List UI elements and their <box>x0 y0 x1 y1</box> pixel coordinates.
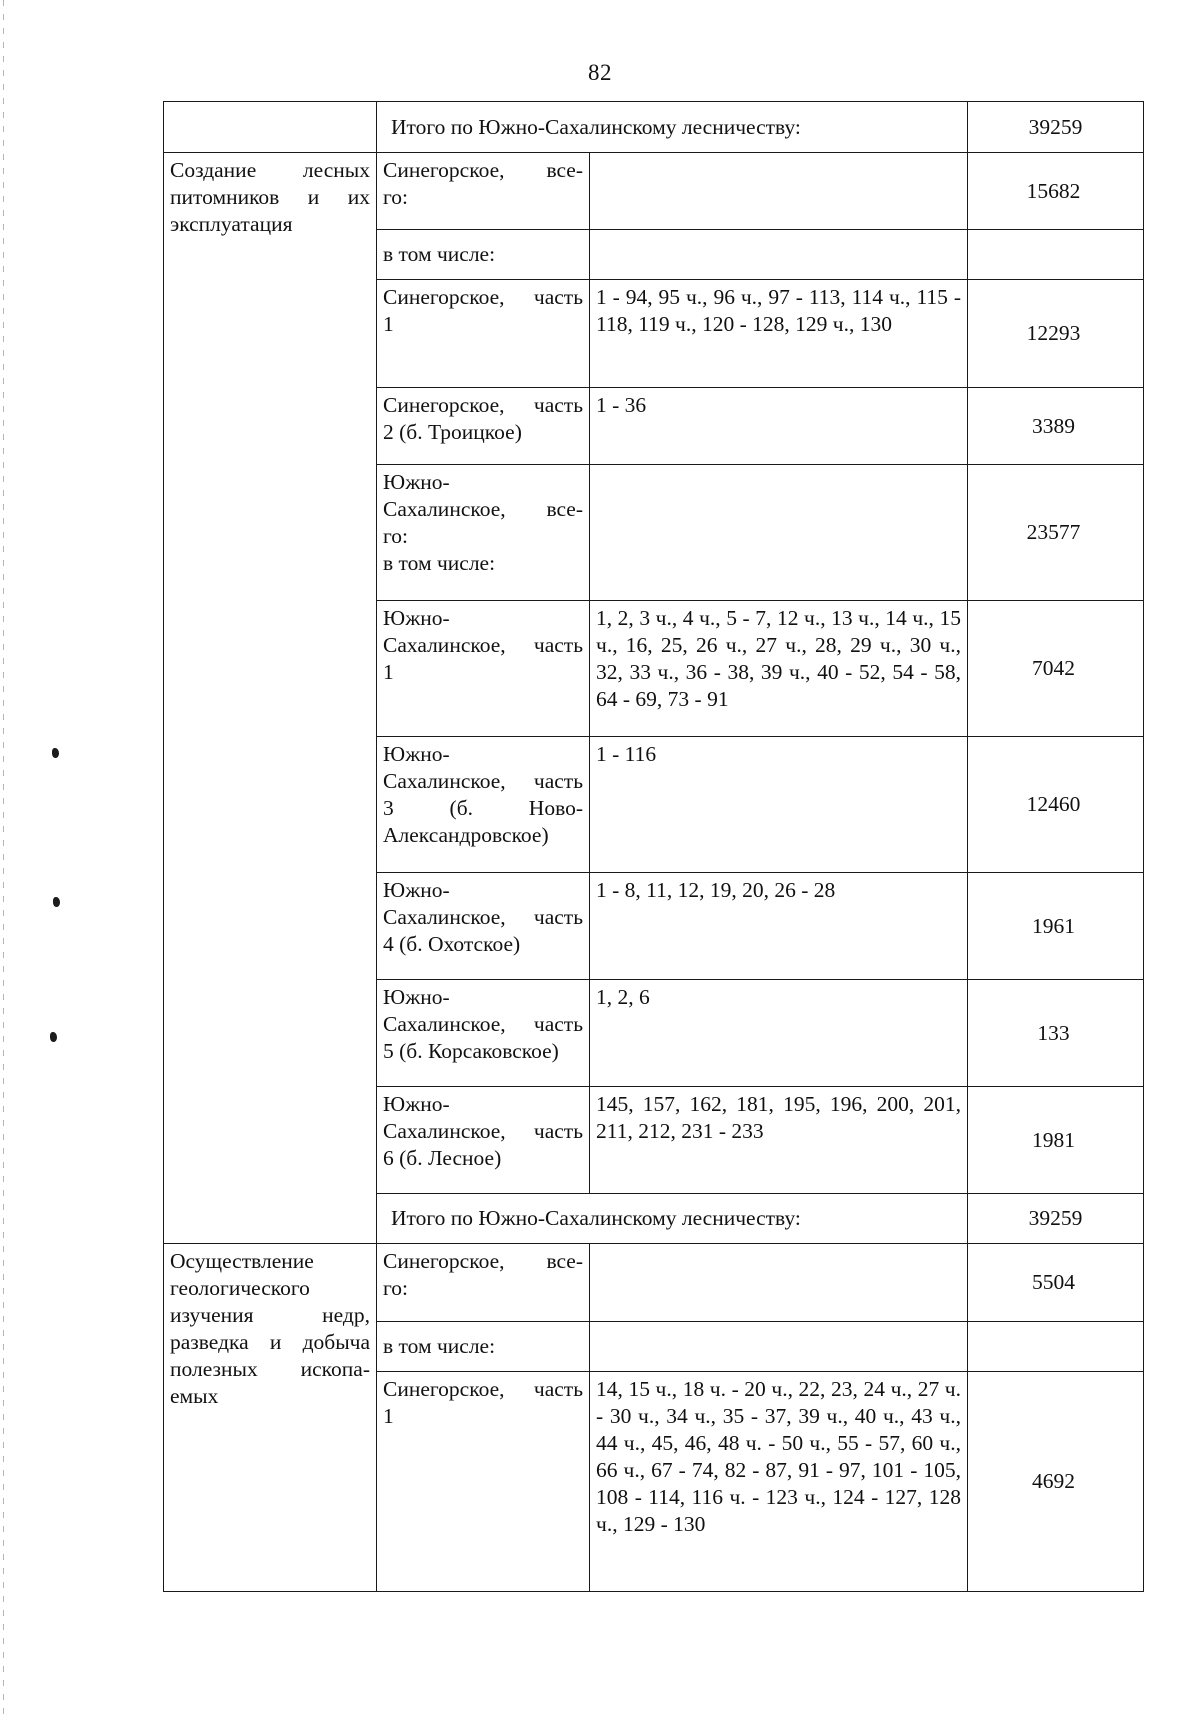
scan-speck <box>50 1032 57 1042</box>
area-cell-nurseries: Создание лесных питомников и их эксплуатация <box>164 153 377 1244</box>
value-cell: 1981 <box>968 1087 1144 1194</box>
forestry-cell: Южно- Сахалинское, часть 3 (б. Ново- Александровское) <box>377 737 590 873</box>
forestry-cell: Синегорское, часть 1 <box>377 280 590 388</box>
forestry-cell: Южно- Сахалинское, все- го: в том числе: <box>377 465 590 601</box>
table-row <box>164 1244 1144 1322</box>
value-cell: 1961 <box>968 873 1144 980</box>
forestry-cell: Синегорское, часть 2 (б. Троицкое) <box>377 388 590 465</box>
scan-speck <box>52 748 59 758</box>
value-cell: 3389 <box>968 388 1144 465</box>
value-cell: 4692 <box>968 1372 1144 1592</box>
scan-speck <box>53 897 60 907</box>
quarters-cell: 1 - 116 <box>590 737 968 873</box>
quarters-cell: 145, 157, 162, 181, 195, 196, 200, 201, 211, 212, 231 - 233 <box>590 1087 968 1194</box>
forestry-cell: Южно- Сахалинское, часть 1 <box>377 601 590 737</box>
value-cell <box>968 230 1144 280</box>
value-cell: 12460 <box>968 737 1144 873</box>
forestry-cell: Южно- Сахалинское, часть 5 (б. Корсаковское) <box>377 980 590 1087</box>
quarters-cell: 1 - 94, 95 ч., 96 ч., 97 - 113, 114 ч., 115 - 118, 119 ч., 120 - 128, 129 ч., 130 <box>590 280 968 388</box>
quarters-cell <box>590 465 968 601</box>
quarters-cell <box>590 230 968 280</box>
quarters-cell <box>590 1244 968 1322</box>
total-value: 39259 <box>968 1194 1144 1244</box>
total-value: 39259 <box>968 102 1144 153</box>
forestry-cell: Синегорское, все- го: <box>377 153 590 230</box>
total-label: Итого по Южно-Сахалинскому лесничеству: <box>377 1194 968 1244</box>
quarters-cell <box>590 1322 968 1372</box>
table-row <box>164 153 1144 230</box>
forestry-cell: в том числе: <box>377 230 590 280</box>
forestry-cell: в том числе: <box>377 1322 590 1372</box>
quarters-cell: 14, 15 ч., 18 ч. - 20 ч., 22, 23, 24 ч., 27 ч. - 30 ч., 34 ч., 35 - 37, 39 ч., 40 ч., 43 ч., 44 ч., 45, 46, 48 ч. - 50 ч., 55 - 57, 60 ч., 66 ч., 67 - 74, 82 - 87, 91 - 97, 101 - 105, 108 - 114, 116 ч. - 123 ч., 124 - 127, 128 ч., 129 - 130 <box>590 1372 968 1592</box>
forestry-cell: Синегорское, часть 1 <box>377 1372 590 1592</box>
area-cell <box>164 102 377 153</box>
quarters-cell <box>590 153 968 230</box>
value-cell: 12293 <box>968 280 1144 388</box>
quarters-cell: 1, 2, 3 ч., 4 ч., 5 - 7, 12 ч., 13 ч., 14 ч., 15 ч., 16, 25, 26 ч., 27 ч., 28, 29 ч., 30 ч., 32, 33 ч., 36 - 38, 39 ч., 40 - 52, 54 - 58, 64 - 69, 73 - 91 <box>590 601 968 737</box>
value-cell: 5504 <box>968 1244 1144 1322</box>
scan-edge-line <box>3 0 4 1722</box>
quarters-cell: 1 - 36 <box>590 388 968 465</box>
area-cell-geology: Осуществление геологического изучения недр, разведка и добыча полезных ископа- емых <box>164 1244 377 1592</box>
value-cell: 23577 <box>968 465 1144 601</box>
quarters-cell: 1, 2, 6 <box>590 980 968 1087</box>
page-number: 82 <box>588 60 612 85</box>
value-cell <box>968 1322 1144 1372</box>
value-cell: 133 <box>968 980 1144 1087</box>
table-row <box>164 102 1144 153</box>
forestry-cell: Синегорское, все- го: <box>377 1244 590 1322</box>
forestry-cell: Южно- Сахалинское, часть 6 (б. Лесное) <box>377 1087 590 1194</box>
value-cell: 7042 <box>968 601 1144 737</box>
value-cell: 15682 <box>968 153 1144 230</box>
land-use-table <box>163 101 1144 1592</box>
quarters-cell: 1 - 8, 11, 12, 19, 20, 26 - 28 <box>590 873 968 980</box>
total-label: Итого по Южно-Сахалинскому лесничеству: <box>377 102 968 153</box>
forestry-cell: Южно- Сахалинское, часть 4 (б. Охотское) <box>377 873 590 980</box>
